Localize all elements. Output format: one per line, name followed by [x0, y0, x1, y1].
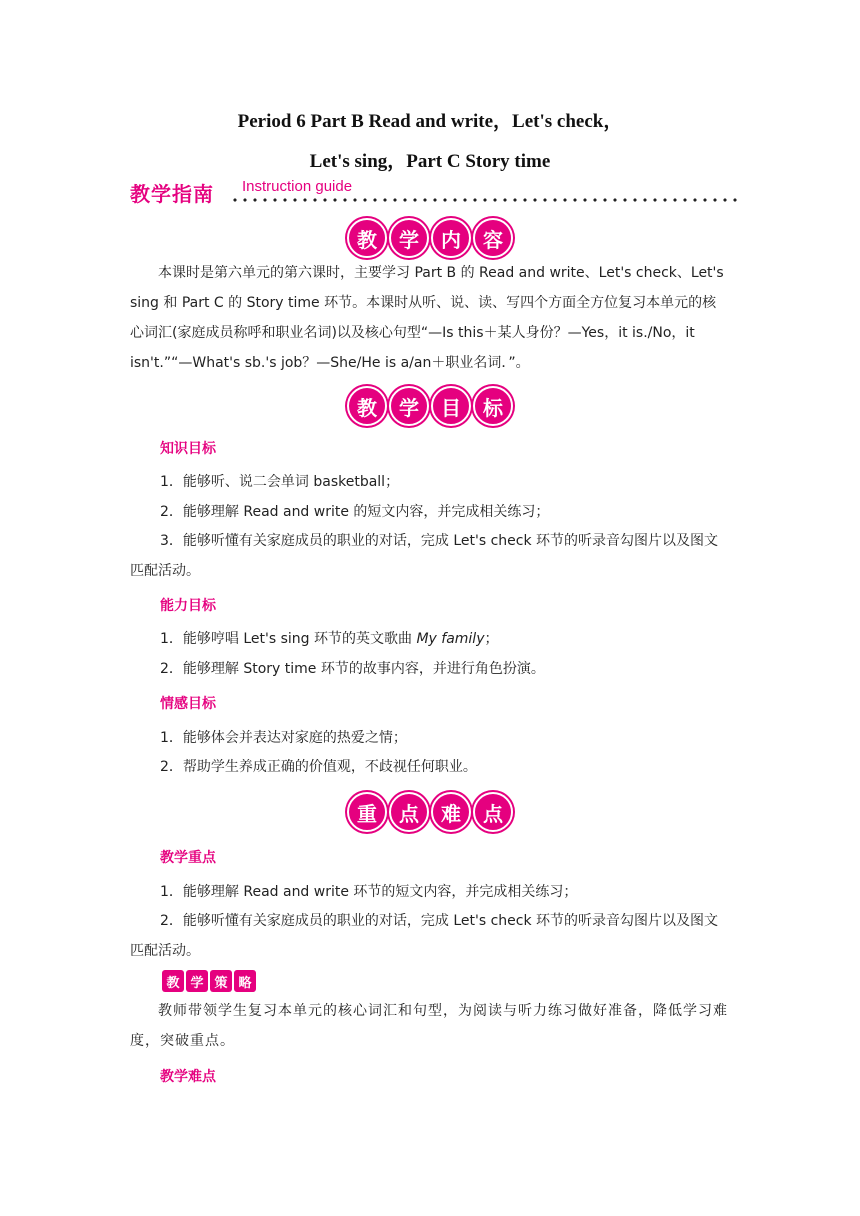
- dotted-divider: [230, 196, 740, 204]
- banner-char: 学: [389, 386, 429, 426]
- banner-char: 目: [431, 386, 471, 426]
- teaching-strategy-paragraph: 教师带领学生复习本单元的核心词汇和句型，为阅读与听力练习做好准备，降低学习难度，突破重点。: [130, 1003, 728, 1049]
- song-title: My family: [416, 631, 485, 647]
- list-item: 1．能够体会并表达对家庭的热爱之情；: [160, 730, 407, 746]
- lesson-title-line2: Let's sing，Part C Story time: [309, 151, 551, 172]
- banner-char: 教: [347, 386, 387, 426]
- emotion-goals-heading: 情感目标: [160, 696, 216, 712]
- lesson-title-line1: Period 6 Part B Read and write，Let's check，: [237, 111, 623, 132]
- teaching-strategy-badge: [162, 970, 256, 992]
- list-item: 1．能够听、说二会单词 basketball；: [160, 474, 400, 490]
- banner-char: 标: [473, 386, 513, 426]
- list-item: 2．能够理解 Story time 环节的故事内容，并进行角色扮演。: [160, 661, 545, 677]
- banner-char: 难: [431, 792, 471, 832]
- banner-char: 点: [389, 792, 429, 832]
- list-item: 3．能够听懂有关家庭成员的职业的对话，完成 Let's check 环节的听录音勾图片以及图文匹配活动。: [130, 533, 719, 579]
- banner-char: 学: [389, 218, 429, 258]
- badge-char: 教: [162, 970, 184, 992]
- instruction-guide-header: [130, 178, 740, 208]
- badge-char: 学: [186, 970, 208, 992]
- banner-key-points: [0, 792, 860, 832]
- teaching-content-paragraph: 本课时是第六单元的第六课时，主要学习 Part B 的 Read and write、Let's check、Let's sing 和 Part C 的 Story time 环节。本课时从听、说、读、写四个方面全方位复习本单元的核心词汇(家庭成员称呼和职业名词)以及核心句型“—Is this＋某人身份？—Yes，it is./No，it isn't.”“—What's sb.'s job？—She/He is a/an＋职业名词．”。: [130, 265, 724, 371]
- banner-teaching-content: [0, 218, 860, 258]
- banner-char: 教: [347, 218, 387, 258]
- banner-char: 点: [473, 792, 513, 832]
- banner-char: 内: [431, 218, 471, 258]
- list-item: 1．能够理解 Read and write 环节的短文内容，并完成相关练习；: [160, 884, 578, 900]
- ability-goals-heading: 能力目标: [160, 598, 216, 614]
- list-item: 2．能够听懂有关家庭成员的职业的对话，完成 Let's check 环节的听录音勾图片以及图文匹配活动。: [130, 913, 719, 959]
- badge-char: 略: [234, 970, 256, 992]
- banner-teaching-goals: [0, 386, 860, 426]
- banner-char: 容: [473, 218, 513, 258]
- knowledge-goals-heading: 知识目标: [160, 441, 216, 457]
- banner-char: 重: [347, 792, 387, 832]
- list-item: 2．帮助学生养成正确的价值观，不歧视任何职业。: [160, 759, 477, 775]
- item-text: ；: [484, 631, 499, 647]
- list-item: [160, 624, 730, 654]
- guide-title-en: Instruction guide: [242, 178, 353, 195]
- list-item: 2．能够理解 Read and write 的短文内容，并完成相关练习；: [160, 504, 550, 520]
- badge-char: 策: [210, 970, 232, 992]
- teaching-focus-heading: 教学重点: [160, 850, 216, 866]
- guide-title-cn: 教学指南: [130, 182, 214, 206]
- item-text: 1．能够哼唱 Let's sing 环节的英文歌曲: [160, 631, 417, 647]
- teaching-difficulty-heading: 教学难点: [160, 1069, 216, 1085]
